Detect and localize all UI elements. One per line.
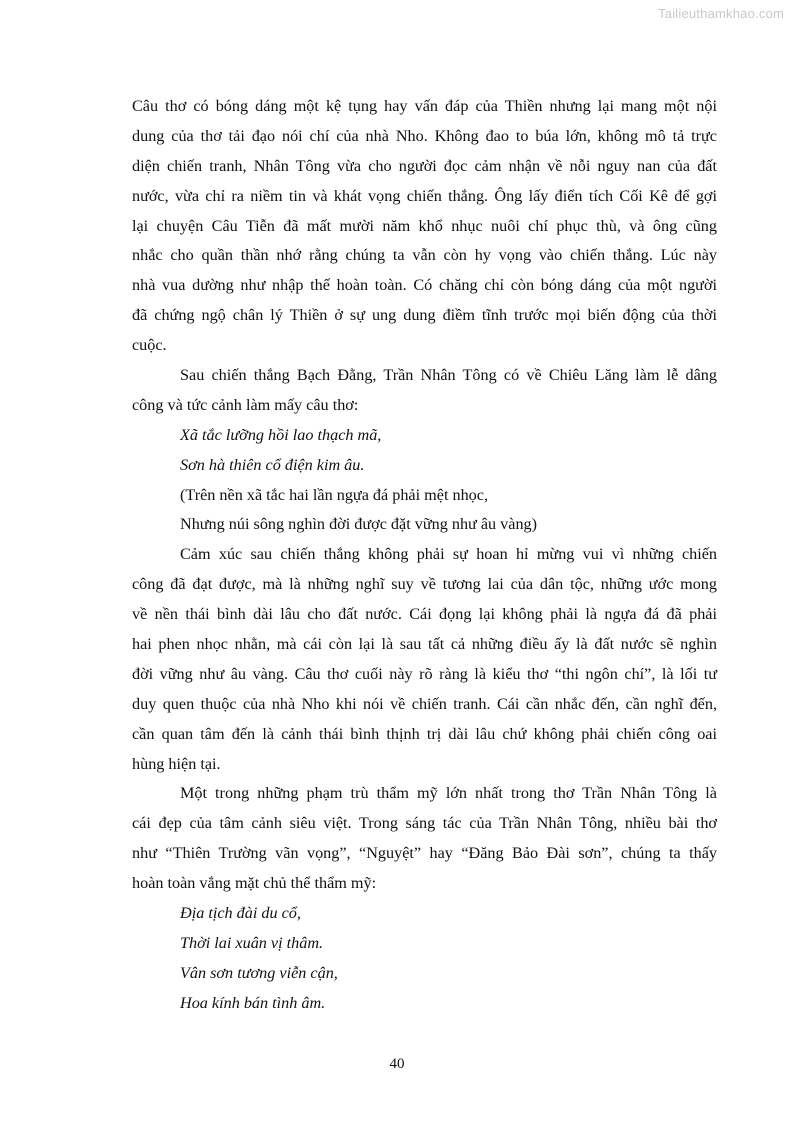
text-line: đã chứng ngộ chân lý Thiền ở sự ung dung điềm tĩnh trước mọi biến động của thời xyxy=(132,306,717,325)
verse-line: Hoa kính bán tình âm. xyxy=(180,993,326,1012)
watermark: Tailieuthamkhao.com xyxy=(658,6,784,21)
poem-quote-1 xyxy=(132,421,717,481)
text-line: cần quan tâm đến là cảnh thái bình thịnh trị dài lâu chứ không phải chiến công oai xyxy=(132,724,717,743)
text-line: về nền thái bình dài lâu cho đất nước. Cái đọng lại không phải là ngựa đá đã phải xyxy=(132,605,717,624)
verse-line: Vân sơn tương viễn cận, xyxy=(180,963,338,982)
paragraph-2 xyxy=(132,361,717,421)
text-line: lại chuyện Câu Tiễn đã mất mười năm khổ nhục nuôi chí phục thù, và ông cũng xyxy=(132,216,717,235)
text-line: Cảm xúc sau chiến thắng không phải sự hoan hỉ mừng vui vì những chiến xyxy=(180,545,717,564)
text-line: hai phen nhọc nhằn, mà cái còn lại là sau tất cả những điều ấy là đất nước sẽ nghìn xyxy=(132,635,717,654)
text-line: Một trong những phạm trù thẩm mỹ lớn nhất trong thơ Trần Nhân Tông là xyxy=(180,784,717,803)
text-line: cái đẹp của tâm cảnh siêu việt. Trong sáng tác của Trần Nhân Tông, nhiều bài thơ xyxy=(132,814,717,833)
document-page xyxy=(132,92,717,1019)
text-line: Sau chiến thắng Bạch Đằng, Trần Nhân Tông có về Chiêu Lăng làm lễ dâng xyxy=(180,366,717,385)
translation-line: (Trên nền xã tắc hai lần ngựa đá phải mệt nhọc, xyxy=(180,485,488,504)
text-line: Câu thơ có bóng dáng một kệ tụng hay vấn đáp của Thiền nhưng lại mang một nội xyxy=(132,97,717,115)
text-line: công và tức cảnh làm mấy câu thơ: xyxy=(132,395,359,414)
paragraph-4 xyxy=(132,779,717,899)
poem-translation-1 xyxy=(132,481,717,541)
text-line: như “Thiên Trường vãn vọng”, “Nguyệt” hay “Đăng Bảo Đài sơn”, chúng ta thấy xyxy=(132,844,717,863)
text-line: diện chiến tranh, Nhân Tông vừa cho người đọc cảm nhận về nỗi nguy nan của đất xyxy=(132,156,717,175)
text-line: công đã đạt được, mà là những nghĩ suy về tương lai của dân tộc, những ước mong xyxy=(132,575,717,594)
paragraph-3 xyxy=(132,540,717,779)
verse-line: Sơn hà thiên cổ điện kim âu. xyxy=(180,455,365,474)
poem-quote-2 xyxy=(132,899,717,1019)
verse-line: Địa tịch đài du cổ, xyxy=(180,904,301,923)
text-line: dung của thơ tải đạo nói chí của nhà Nho. Không đao to búa lớn, không mô tả trực xyxy=(132,126,717,145)
verse-line: Xã tắc lưỡng hồi lao thạch mã, xyxy=(180,425,382,444)
text-line: nhắc cho quần thần nhớ rằng chúng ta vẫn còn hy vọng vào chiến thắng. Lúc này xyxy=(132,246,717,265)
text-line: nhà vua dường như nhập thế hoàn toàn. Có chăng chỉ còn bóng dáng của một người xyxy=(132,276,717,295)
verse-line: Thời lai xuân vị thâm. xyxy=(180,933,324,952)
page-number: 40 xyxy=(389,1056,405,1072)
text-line: duy quen thuộc của nhà Nho khi nói về chiến tranh. Cái cần nhắc đến, cần nghĩ đến, xyxy=(132,694,717,713)
text-line: nước, vừa chỉ ra niềm tin và khát vọng chiến thắng. Ông lấy điển tích Cối Kê để gợi xyxy=(132,186,717,205)
paragraph-1 xyxy=(132,92,717,361)
translation-line: Nhưng núi sông nghìn đời được đặt vững như âu vàng) xyxy=(180,515,538,534)
text-line: đời vững như âu vàng. Câu thơ cuối này rõ ràng là kiểu thơ “thi ngôn chí”, là lối tư xyxy=(132,664,717,683)
text-line: cuộc. xyxy=(132,336,167,355)
text-line: hoàn toàn vắng mặt chủ thể thẩm mỹ: xyxy=(132,874,377,893)
text-line: hùng hiện tại. xyxy=(132,754,221,773)
